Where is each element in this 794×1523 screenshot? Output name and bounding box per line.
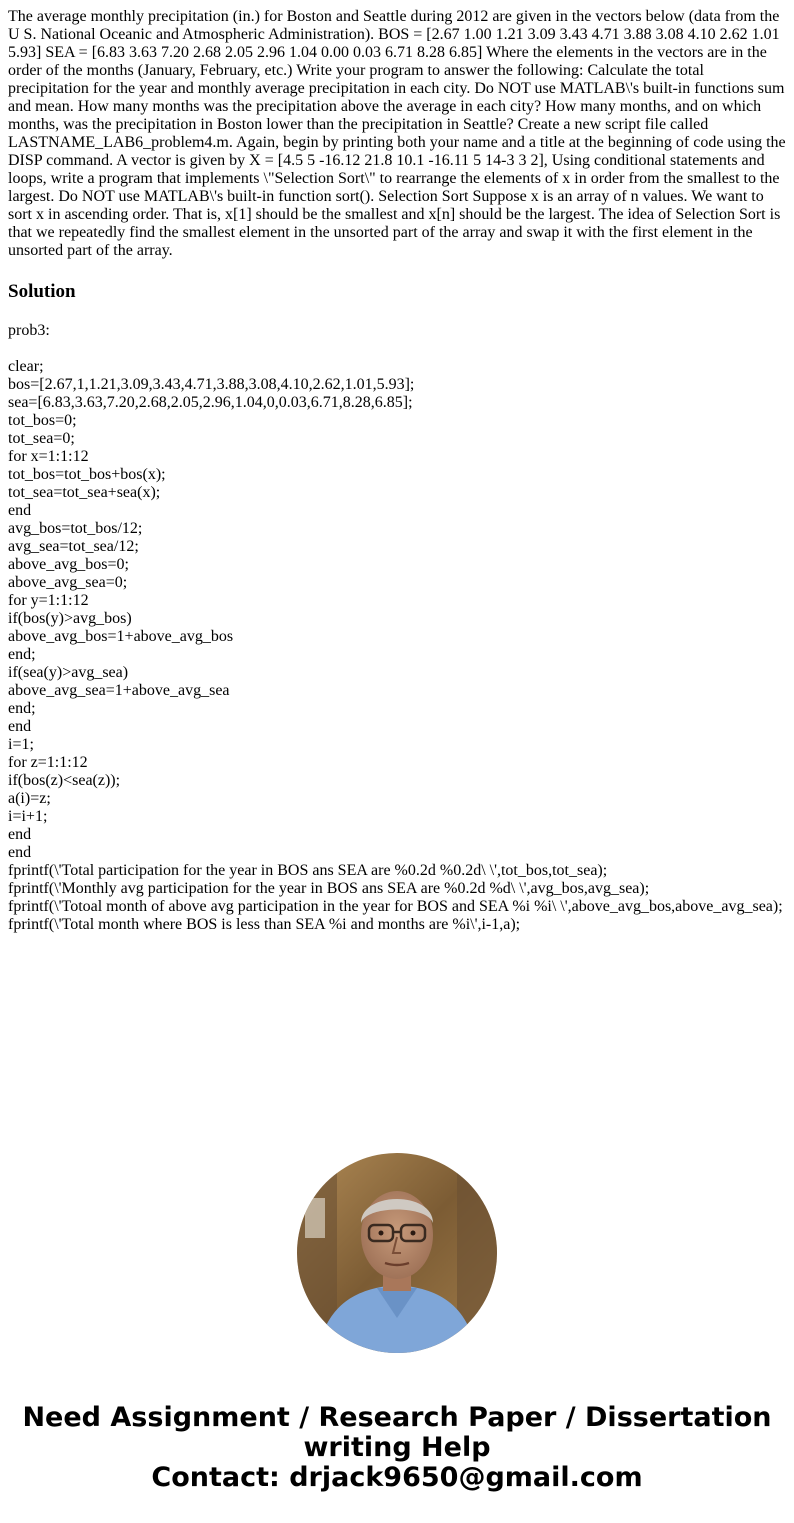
person-photo-icon: [297, 1153, 497, 1353]
problem-label: prob3:: [8, 322, 50, 339]
avatar: [297, 1153, 497, 1353]
footer-line-2: writing Help: [303, 1432, 491, 1463]
document-content: [8, 8, 788, 934]
code-block: clear; bos=[2.67,1,1.21,3.09,3.43,4.71,3.88,3.08,4.10,2.62,1.01,5.93]; sea=[6.83,3.63,7.20,2.68,2.05,2.96,1.04,0,0.03,6.71,8.28,6.85]; tot_bos=0; tot_sea=0; for x=1:1:12 tot_bos=tot_bos+bos(x); tot_sea=tot_sea+sea(x); end avg_bos=tot_bos/12; avg_sea=tot_sea/12; above_avg_bos=0; above_avg_sea=0; for y=1:1:12 if(bos(y)>avg_bos) above_avg_bos=1+above_avg_bos end; if(sea(y)>avg_sea) above_avg_sea=1+above_avg_sea end; end i=1; for z=1:1:12 if(bos(z)<sea(z)); a(i)=z; i=i+1; end end fprintf(\'Total participation for the year in BOS ans SEA are %0.2d %0.2d\ \',tot_bos,tot_sea); fprintf(\'Monthly avg participation for the year in BOS ans SEA are %0.2d %d\ \',avg_bos,avg_sea); fprintf(\'Totoal month of above avg participation in the year for BOS and SEA %i %i\ \',above_avg_bos,above_avg_sea); fprintf(\'Total month where BOS is less than SEA %i and months are %i\',i-1,a);: [8, 358, 783, 933]
contact-footer: [0, 1403, 794, 1493]
footer-contact-email: Contact: drjack9650@gmail.com: [151, 1462, 643, 1493]
solution-heading: Solution: [8, 281, 76, 302]
footer-line-1: Need Assignment / Research Paper / Dissertation: [22, 1402, 772, 1433]
question-text: The average monthly precipitation (in.) for Boston and Seattle during 2012 are given in the vectors below (data from the U S. National Oceanic and Atmospheric Administration). BOS = [2.67 1.00 1.21 3.09 3.43 4.71 3.88 3.08 4.10 2.62 1.01 5.93] SEA = [6.83 3.63 7.20 2.68 2.05 2.96 1.04 0.00 0.03 6.71 8.28 6.85] Where the elements in the vectors are in the order of the months (January, February, etc.) Write your program to answer the following: Calculate the total precipitation for the year and monthly average precipitation in each city. Do NOT use MATLAB\'s built-in functions sum and mean. How many months was the precipitation above the average in each city? How many months, and on which months, was the precipitation in Boston lower than the precipitation in Seattle? Create a new script file called LASTNAME_LAB6_problem4.m. Again, begin by printing both your name and a title at the beginning of code using the DISP command. A vector is given by X = [4.5 5 -16.12 21.8 10.1 -16.11 5 14-3 3 2], Using conditional statements and loops, write a program that implements \"Selection Sort\" to rearrange the elements of x in order from the smallest to the largest. Do NOT use MATLAB\'s built-in function sort(). Selection Sort Suppose x is an array of n values. We want to sort x in ascending order. That is, x[1] should be the smallest and x[n] should be the largest. The idea of Selection Sort is that we repeatedly find the smallest element in the unsorted part of the array and swap it with the first element in the unsorted part of the array.: [8, 8, 786, 259]
